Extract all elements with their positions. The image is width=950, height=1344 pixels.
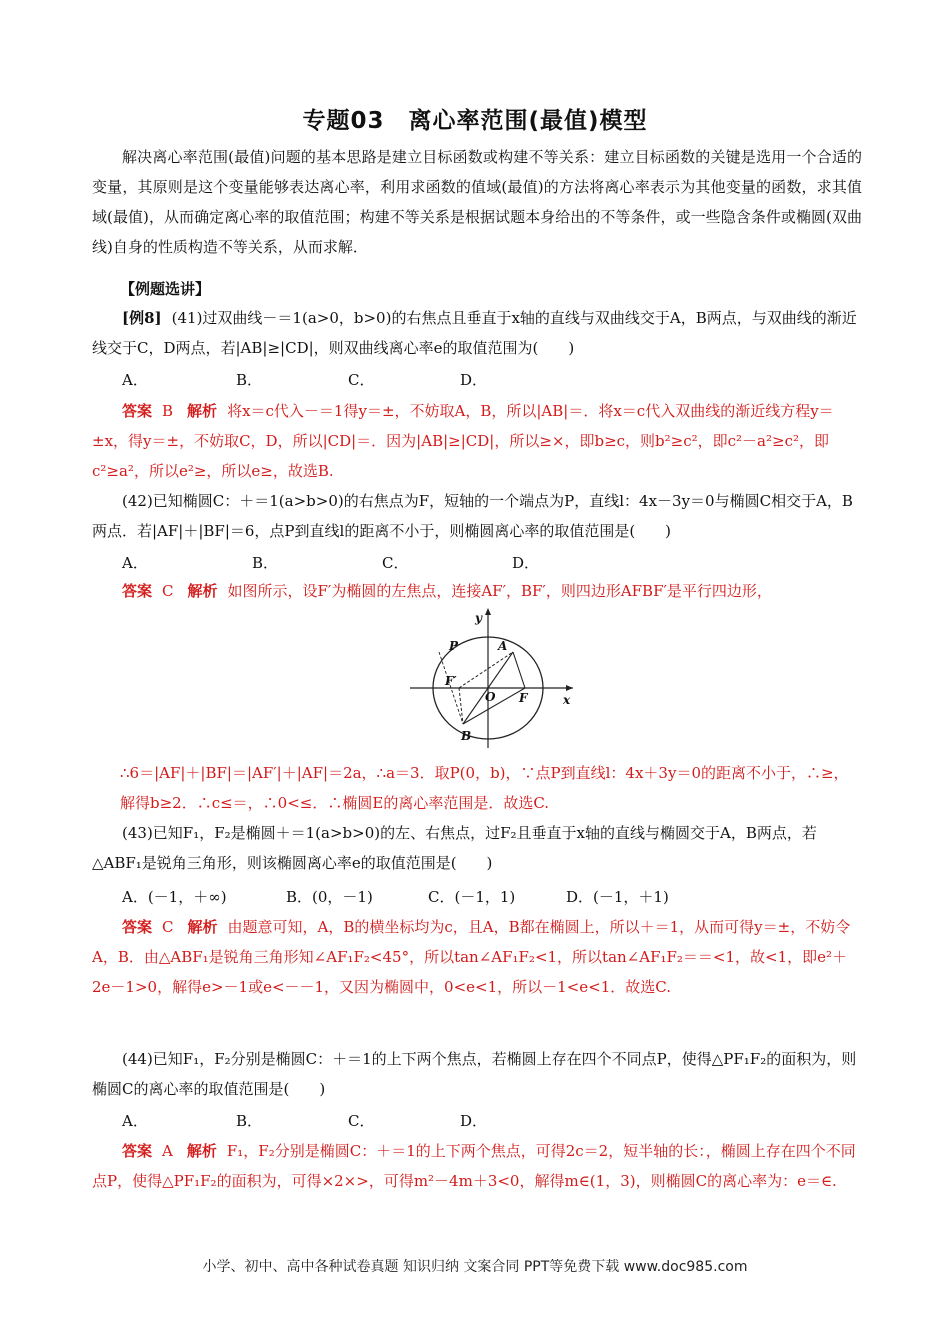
option-a: A．(－1，＋∞) (122, 888, 227, 906)
label-f: F (519, 691, 528, 705)
question-42: (42)已知椭圆C：＋＝1(a>b>0)的右焦点为F，短轴的一个端点为P，直线l：4x－3y＝0与椭圆C相交于A，B两点．若|AF|＋|BF|＝6，点P到直线l的距离不小于，则椭圆离心率的取值范围是( ) (92, 492, 853, 540)
question-41 (92, 303, 862, 363)
label-y: y (475, 611, 482, 625)
option-c: C． (382, 554, 409, 572)
answer-value: C (162, 918, 174, 936)
answer-44 (92, 1136, 862, 1196)
option-d: D．(－1，＋1) (566, 888, 669, 906)
label-x: x (563, 693, 571, 707)
label-p: P (449, 639, 459, 653)
y-axis-arrow (485, 608, 491, 615)
option-c: C． (348, 1112, 375, 1130)
answer-41 (92, 396, 862, 486)
intro-paragraph: 解决离心率范围(最值)问题的基本思路是建立目标函数或构建不等关系：建立目标函数的关键是选用一个合适的变量，其原则是这个变量能够表达离心率，利用求函数的值域(最值)的方法将离心率表示为其他变量的函数，求其值域(最值)，从而确定离心率的取值范围；构建不等关系是根据试题本身给出的不等条件，或一些隐含条件或椭圆(双曲线)自身的性质构造不等关系，从而求解． (92, 148, 862, 256)
option-d: D． (512, 554, 540, 572)
option-a: A． (122, 371, 148, 389)
answer-43 (92, 912, 862, 1002)
ellipse-figure (405, 602, 580, 750)
option-b: B． (252, 554, 279, 572)
analysis-label: 解析 (187, 582, 218, 600)
option-c: C． (348, 371, 375, 389)
segment-af-prime (459, 652, 513, 688)
question-43: (43)已知F₁，F₂是椭圆＋＝1(a>b>0)的左、右焦点，过F₂且垂直于x轴的直线与椭圆交于A，B两点，若△ABF₁是锐角三角形，则该椭圆离心率e的取值范围是( ) (92, 824, 817, 872)
label-b: B (461, 729, 472, 743)
option-a: A． (122, 554, 148, 572)
question-44: (44)已知F₁，F₂分别是椭圆C：＋＝1的上下两个焦点，若椭圆上存在四个不同点P，使得△PF₁F₂的面积为，则椭圆C的离心率的取值范围是( ) (92, 1050, 857, 1098)
analysis-text: F₁，F₂分别是椭圆C：＋＝1的上下两个焦点，可得2c＝2，短半轴的长：，椭圆上存在四个不同点P，使得△PF₁F₂的面积为，可得×2×>，可得m²－4m＋3<0，解得m∈(1，3)，则椭圆C的离心率为：e＝∈. (92, 1142, 856, 1190)
page-footer: 小学、初中、高中各种试卷真题 知识归纳 文案合同 PPT等免费下载 www.doc985.com (202, 1259, 748, 1275)
option-c: C．(－1，1) (428, 888, 516, 906)
answer-value: A (162, 1142, 173, 1160)
analysis-text: 将x＝c代入－＝1得y＝±，不妨取A，B，所以|AB|＝．将x＝c代入双曲线的渐近线方程y＝±x，得y＝±，不妨取C，D，所以|CD|＝．因为|AB|≥|CD|，所以≥×，即b≥c，则b²≥c²，即c²－a²≥c²，即c²≥a²，所以e²≥，所以e≥，故选B. (92, 402, 834, 480)
question-41-stem: (41)过双曲线－＝1(a>0，b>0)的右焦点且垂直于x轴的直线与双曲线交于A，B两点，与双曲线的渐近线交于C，D两点，若|AB|≥|CD|，则双曲线离心率e的取值范围为( ) (92, 309, 857, 357)
x-axis-arrow (566, 685, 573, 691)
answer-value: C (162, 582, 174, 600)
option-b: B． (236, 371, 263, 389)
analysis-label: 解析 (187, 918, 218, 936)
label-f-prime: F′ (445, 674, 457, 688)
answer-label: 答案 (122, 582, 153, 600)
answer-label: 答案 (122, 918, 153, 936)
analysis-text: 由题意可知，A，B的横坐标均为c，且A，B都在椭圆上，所以＋＝1，从而可得y＝±，不妨令A，B．由△ABF₁是锐角三角形知∠AF₁F₂<45°，所以tan∠AF₁F₂<1，所以tan∠AF₁F₂＝＝<1，故<1，即e²＋2e－1>0，解得e>－1或e<－－1，又因为椭圆中，0<e<1，所以－1<e<1．故选C. (92, 918, 851, 996)
option-b: B． (236, 1112, 263, 1130)
answer-value: B (162, 402, 174, 420)
option-d: D． (460, 371, 488, 389)
section-heading: 【例题选讲】 (120, 280, 211, 298)
example-tag: [例8] (122, 309, 162, 327)
analysis-label: 解析 (187, 402, 218, 420)
analysis-text: 如图所示，设F′为椭圆的左焦点，连接AF′，BF′，则四边形AFBF′是平行四边形， (227, 582, 772, 600)
page-title: 专题03 离心率范围(最值)模型 (302, 108, 648, 134)
answer-label: 答案 (122, 1142, 153, 1160)
answer-42-continued: ∴6＝|AF|＋|BF|＝|AF′|＋|AF|＝2a，∴a＝3．取P(0，b)，∵点P到直线l：4x＋3y＝0的距离不小于，∴≥，解得b≥2．∴c≤＝，∴0<≤．∴椭圆E的离心率范围是．故选C. (120, 764, 849, 812)
analysis-label: 解析 (186, 1142, 217, 1160)
option-a: A． (122, 1112, 148, 1130)
label-a: A (498, 639, 508, 653)
label-o: O (485, 690, 496, 704)
segment-af (513, 652, 525, 688)
option-d: D． (460, 1112, 488, 1130)
answer-label: 答案 (122, 402, 153, 420)
option-b: B．(0，－1) (286, 888, 373, 906)
